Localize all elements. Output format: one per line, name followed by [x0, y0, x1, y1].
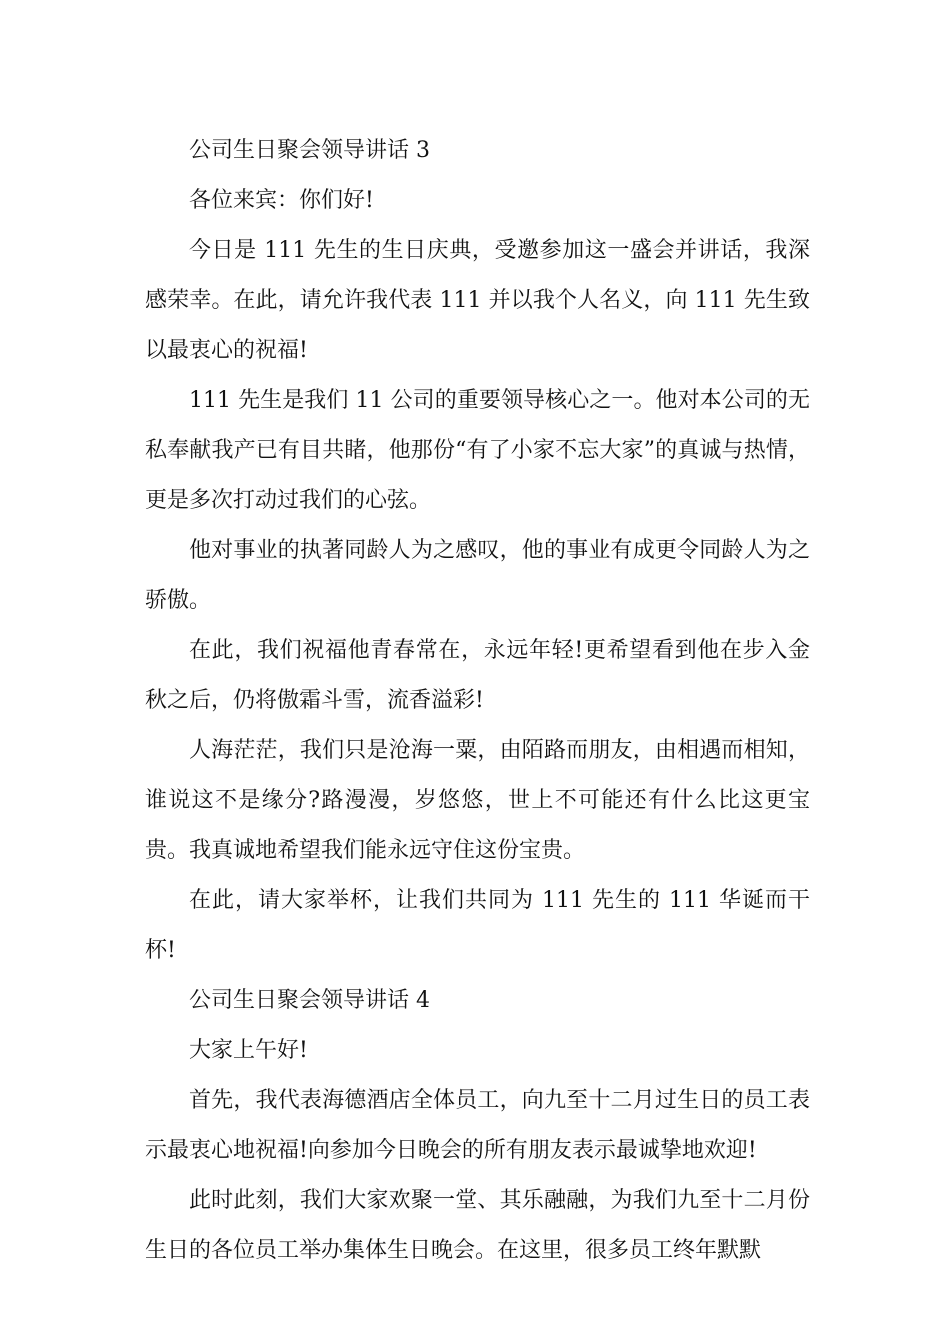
paragraph: 首先，我代表海德酒店全体员工，向九至十二月过生日的员工表示最衷心地祝福!向参加今日晚会的所有朋友表示最诚挚地欢迎!: [145, 1088, 810, 1163]
salutation: 大家上午好!: [189, 1038, 308, 1063]
paragraph: 人海茫茫，我们只是沧海一粟，由陌路而朋友，由相遇而相知，谁说这不是缘分?路漫漫，岁悠悠，世上不可能还有什么比这更宝贵。我真诚地希望我们能永远守住这份宝贵。: [145, 738, 810, 863]
paragraph: 今日是 111 先生的生日庆典，受邀参加这一盛会并讲话，我深感荣幸。在此，请允许我代表 111 并以我个人名义，向 111 先生致以最衷心的祝福!: [145, 238, 810, 363]
paragraph: 111 先生是我们 11 公司的重要领导核心之一。他对本公司的无私奉献我产已有目共睹，他那份“有了小家不忘大家”的真诚与热情，更是多次打动过我们的心弦。: [145, 388, 810, 513]
document-body: [145, 126, 810, 1276]
salutation: 各位来宾：你们好!: [189, 188, 374, 213]
paragraph: 他对事业的执著同龄人为之感叹，他的事业有成更令同龄人为之骄傲。: [145, 538, 810, 613]
section-heading: 公司生日聚会领导讲话 3: [189, 138, 430, 163]
paragraph: 在此，我们祝福他青春常在，永远年轻!更希望看到他在步入金秋之后，仍将傲霜斗雪，流香溢彩!: [145, 638, 810, 713]
paragraph: 在此，请大家举杯，让我们共同为 111 先生的 111 华诞而干杯!: [145, 888, 810, 963]
paragraph: 此时此刻，我们大家欢聚一堂、其乐融融，为我们九至十二月份生日的各位员工举办集体生日晚会。在这里，很多员工终年默默: [145, 1188, 810, 1263]
section-heading: 公司生日聚会领导讲话 4: [189, 988, 430, 1013]
